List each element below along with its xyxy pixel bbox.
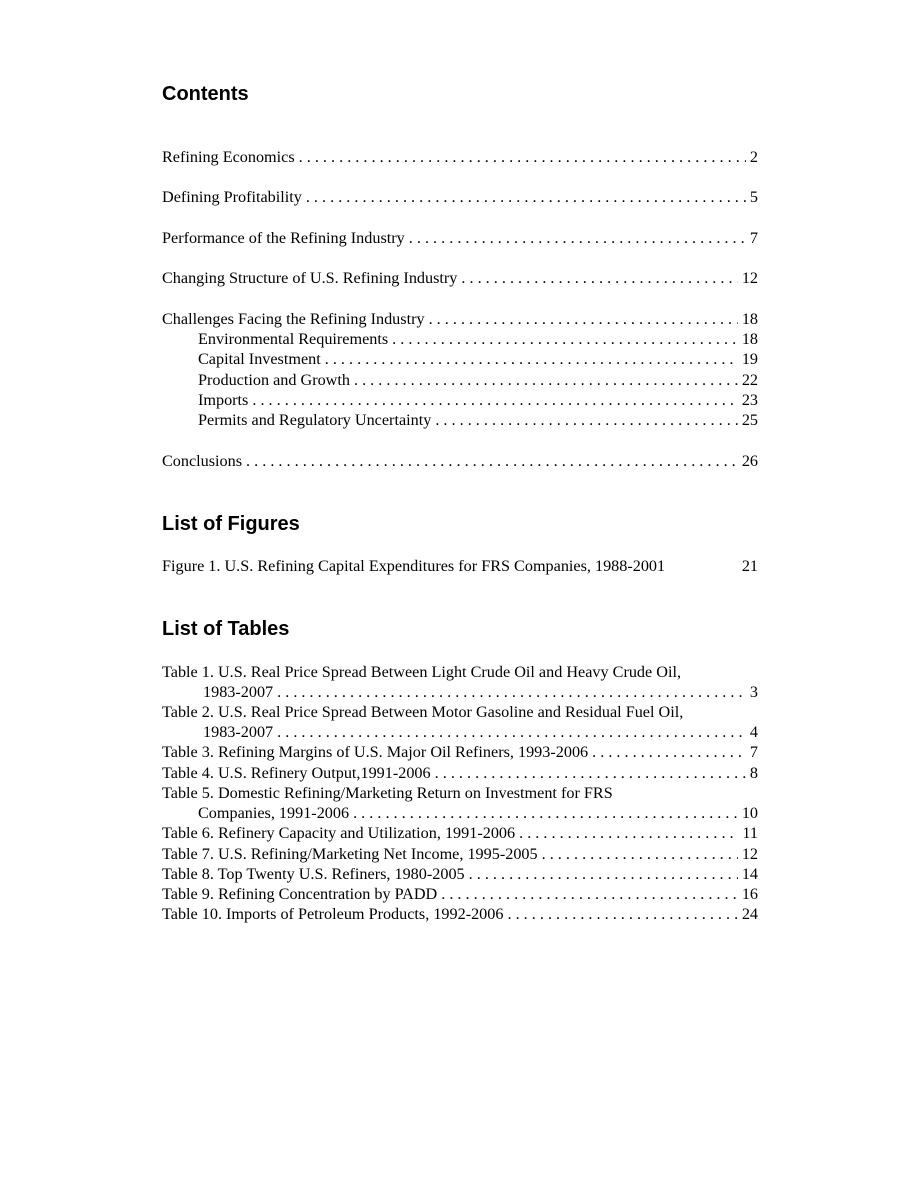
toc-entry-title: Challenges Facing the Refining Industry bbox=[162, 310, 425, 328]
table-entry-title: Table 3. Refining Margins of U.S. Major Oil Refiners, 1993-2006 bbox=[162, 743, 589, 761]
table-entry-page: 4 bbox=[749, 723, 758, 741]
toc-subentry[interactable] bbox=[162, 329, 758, 349]
table-entry-title-line1: Table 5. Domestic Refining/Marketing Return on Investment for FRS bbox=[162, 784, 613, 802]
dot-leader bbox=[592, 742, 746, 762]
toc-entry-title: Permits and Regulatory Uncertainty bbox=[198, 411, 432, 429]
table-entry-title: Table 7. U.S. Refining/Marketing Net Income, 1995-2005 bbox=[162, 845, 538, 863]
toc-entry-page: 25 bbox=[741, 411, 758, 429]
table-entry-title: Table 8. Top Twenty U.S. Refiners, 1980-2005 bbox=[162, 865, 465, 883]
toc-entry[interactable] bbox=[162, 268, 758, 288]
table-entry-title-line1: Table 2. U.S. Real Price Spread Between Motor Gasoline and Residual Fuel Oil, bbox=[162, 703, 684, 721]
toc-entry-title: Conclusions bbox=[162, 452, 243, 470]
toc-entry-title: Production and Growth bbox=[198, 371, 350, 389]
table-entry-page: 10 bbox=[741, 804, 758, 822]
figure-entry[interactable] bbox=[162, 556, 758, 576]
dot-leader bbox=[519, 823, 738, 843]
table-entry-title: Table 9. Refining Concentration by PADD bbox=[162, 885, 438, 903]
table-entry-title-line2: 1983-2007 bbox=[203, 723, 274, 741]
table-entry-title-line2: Companies, 1991-2006 bbox=[198, 804, 350, 822]
dot-leader bbox=[277, 682, 746, 702]
dot-leader bbox=[461, 268, 737, 288]
dot-leader bbox=[507, 904, 737, 924]
table-entry[interactable] bbox=[162, 783, 758, 823]
table-entry[interactable] bbox=[162, 864, 758, 884]
toc-entry[interactable] bbox=[162, 228, 758, 248]
toc-entry-page: 18 bbox=[741, 330, 758, 348]
table-entry[interactable] bbox=[162, 844, 758, 864]
toc-entry-title: Changing Structure of U.S. Refining Industry bbox=[162, 269, 458, 287]
toc-subentry[interactable] bbox=[162, 370, 758, 390]
toc-entry[interactable] bbox=[162, 309, 758, 329]
toc-entry[interactable] bbox=[162, 147, 758, 167]
dot-leader bbox=[409, 228, 746, 248]
table-entry[interactable] bbox=[162, 702, 758, 742]
dot-leader bbox=[435, 763, 746, 783]
toc-entry-page: 26 bbox=[741, 452, 758, 470]
tables-heading: List of Tables bbox=[162, 618, 290, 640]
toc-entry-page: 12 bbox=[741, 269, 758, 287]
toc-entry-page: 7 bbox=[749, 229, 758, 247]
table-entry-title-line2: 1983-2007 bbox=[203, 683, 274, 701]
table-entry-title-line1: Table 1. U.S. Real Price Spread Between Light Crude Oil and Heavy Crude Oil, bbox=[162, 663, 681, 681]
toc-subentry[interactable] bbox=[162, 349, 758, 369]
table-entry-page: 16 bbox=[741, 885, 758, 903]
dot-leader bbox=[469, 864, 738, 884]
table-entry-page: 3 bbox=[749, 683, 758, 701]
toc-entry[interactable] bbox=[162, 451, 758, 471]
toc-entry-title: Imports bbox=[198, 391, 249, 409]
toc-entry[interactable] bbox=[162, 187, 758, 207]
table-entry[interactable] bbox=[162, 823, 758, 843]
toc-entry-page: 5 bbox=[749, 188, 758, 206]
figure-entry-page: 21 bbox=[741, 557, 758, 575]
table-entry-title: Table 4. U.S. Refinery Output,1991-2006 bbox=[162, 764, 431, 782]
dot-leader bbox=[429, 309, 738, 329]
table-entry[interactable] bbox=[162, 904, 758, 924]
toc-entry-title: Refining Economics bbox=[162, 148, 295, 166]
figure-entry-title: Figure 1. U.S. Refining Capital Expenditures for FRS Companies, 1988-2001 bbox=[162, 557, 666, 575]
dot-leader bbox=[392, 329, 738, 349]
table-entry-page: 12 bbox=[741, 845, 758, 863]
toc-entry-page: 22 bbox=[741, 371, 758, 389]
toc-entry-page: 2 bbox=[749, 148, 758, 166]
toc-entry-title: Environmental Requirements bbox=[198, 330, 389, 348]
toc-entry-title: Performance of the Refining Industry bbox=[162, 229, 405, 247]
toc-entry-page: 18 bbox=[741, 310, 758, 328]
dot-leader bbox=[542, 844, 738, 864]
table-entry-page: 24 bbox=[741, 905, 758, 923]
dot-leader bbox=[252, 390, 737, 410]
toc-subentry[interactable] bbox=[162, 410, 758, 430]
table-entry-title: Table 6. Refinery Capacity and Utilization, 1991-2006 bbox=[162, 824, 516, 842]
table-entry[interactable] bbox=[162, 742, 758, 762]
dot-leader bbox=[435, 410, 738, 430]
dot-leader bbox=[354, 370, 738, 390]
dot-leader bbox=[306, 187, 746, 207]
toc-subentry[interactable] bbox=[162, 390, 758, 410]
dot-leader bbox=[299, 147, 746, 167]
table-entry[interactable] bbox=[162, 662, 758, 702]
table-entry-page: 14 bbox=[741, 865, 758, 883]
toc-entry-page: 23 bbox=[741, 391, 758, 409]
table-entry[interactable] bbox=[162, 763, 758, 783]
dot-leader bbox=[353, 803, 738, 823]
table-entry-page: 7 bbox=[749, 743, 758, 761]
table-entry-title: Table 10. Imports of Petroleum Products, 1992-2006 bbox=[162, 905, 504, 923]
contents-heading: Contents bbox=[162, 83, 249, 105]
table-entry-page: 11 bbox=[742, 824, 758, 842]
toc-entry-title: Capital Investment bbox=[198, 350, 321, 368]
toc-entry-page: 19 bbox=[741, 350, 758, 368]
toc-entry-title: Defining Profitability bbox=[162, 188, 302, 206]
figures-heading: List of Figures bbox=[162, 513, 300, 535]
dot-leader bbox=[325, 349, 738, 369]
table-entry[interactable] bbox=[162, 884, 758, 904]
table-entry-page: 8 bbox=[749, 764, 758, 782]
dot-leader bbox=[277, 722, 746, 742]
dot-leader bbox=[441, 884, 738, 904]
dot-leader bbox=[246, 451, 738, 471]
